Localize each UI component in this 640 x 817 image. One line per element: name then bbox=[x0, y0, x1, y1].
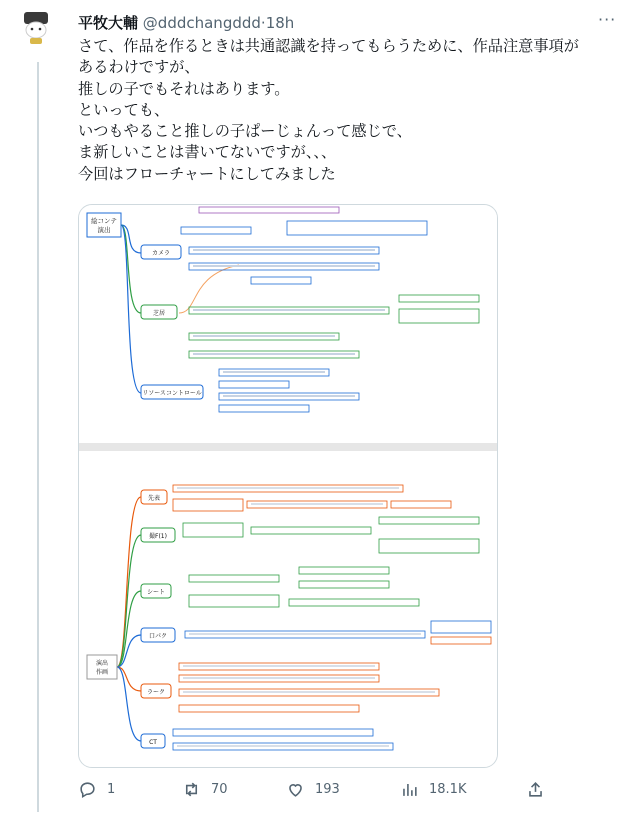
tweet-text bbox=[78, 36, 626, 185]
reply-button[interactable] bbox=[78, 780, 115, 799]
like-count: 193 bbox=[315, 782, 340, 797]
retweet-icon bbox=[182, 780, 201, 799]
p2-root-label-2: 作画 bbox=[95, 669, 109, 676]
tweet-action-bar bbox=[78, 780, 578, 802]
author-name[interactable]: 平牧大輔 bbox=[78, 14, 139, 32]
p1-root-label-1: 絵コンテ bbox=[91, 217, 117, 225]
tweet-line: さて、作品を作るときは共通認識を持ってもらうために、作品注意事項が bbox=[78, 37, 579, 55]
retweet-button[interactable] bbox=[182, 780, 228, 799]
tweet-time[interactable]: 18h bbox=[265, 14, 295, 32]
p2-branch-6: CT bbox=[149, 739, 157, 746]
views-button[interactable] bbox=[400, 780, 466, 799]
tweet-line: といっても、 bbox=[78, 100, 170, 119]
reply-count: 1 bbox=[107, 782, 116, 797]
author-handle[interactable]: @dddchangddd bbox=[142, 14, 261, 32]
avatar[interactable] bbox=[18, 10, 58, 50]
p2-branch-2: 撮F(1) bbox=[149, 533, 167, 540]
reply-icon bbox=[78, 780, 97, 799]
p2-root-label-1: 演出 bbox=[95, 660, 109, 667]
heart-icon bbox=[286, 780, 305, 799]
tweet-line: ま新しいことは書いてないですが、、、 bbox=[78, 143, 337, 162]
share-button[interactable] bbox=[526, 780, 545, 799]
tweet-line: 推しの子でもそれはあります。 bbox=[78, 79, 290, 98]
more-options-icon[interactable]: ··· bbox=[598, 10, 617, 29]
p1-branch-camera: カメラ bbox=[151, 250, 171, 257]
p1-branch-resource: リソースコントロール bbox=[142, 390, 202, 397]
tweet-header bbox=[78, 12, 628, 34]
like-button[interactable] bbox=[286, 780, 340, 799]
separator: · bbox=[260, 14, 266, 32]
p2-branch-1: 先表 bbox=[147, 495, 161, 502]
p1-root-label-2: 演出 bbox=[97, 226, 111, 234]
views-count: 18.1K bbox=[429, 782, 467, 797]
tweet-line: あるわけですが、 bbox=[78, 58, 200, 77]
share-icon bbox=[526, 780, 545, 799]
flowchart-image bbox=[79, 205, 497, 767]
tweet-line: 今回はフローチャートにしてみました bbox=[78, 164, 336, 183]
tweet-media-image[interactable] bbox=[78, 204, 498, 768]
retweet-count: 70 bbox=[211, 782, 228, 797]
p2-branch-3: シート bbox=[146, 589, 166, 596]
tweet-line: いつもやること推しの子ぱーじょんって感じで、 bbox=[78, 122, 412, 141]
p2-branch-5: ラーク bbox=[146, 689, 166, 696]
p1-branch-acting: 芝居 bbox=[152, 310, 166, 317]
p2-branch-4: 口パク bbox=[148, 633, 168, 640]
thread-line bbox=[37, 62, 39, 812]
views-chart-icon bbox=[400, 780, 419, 799]
